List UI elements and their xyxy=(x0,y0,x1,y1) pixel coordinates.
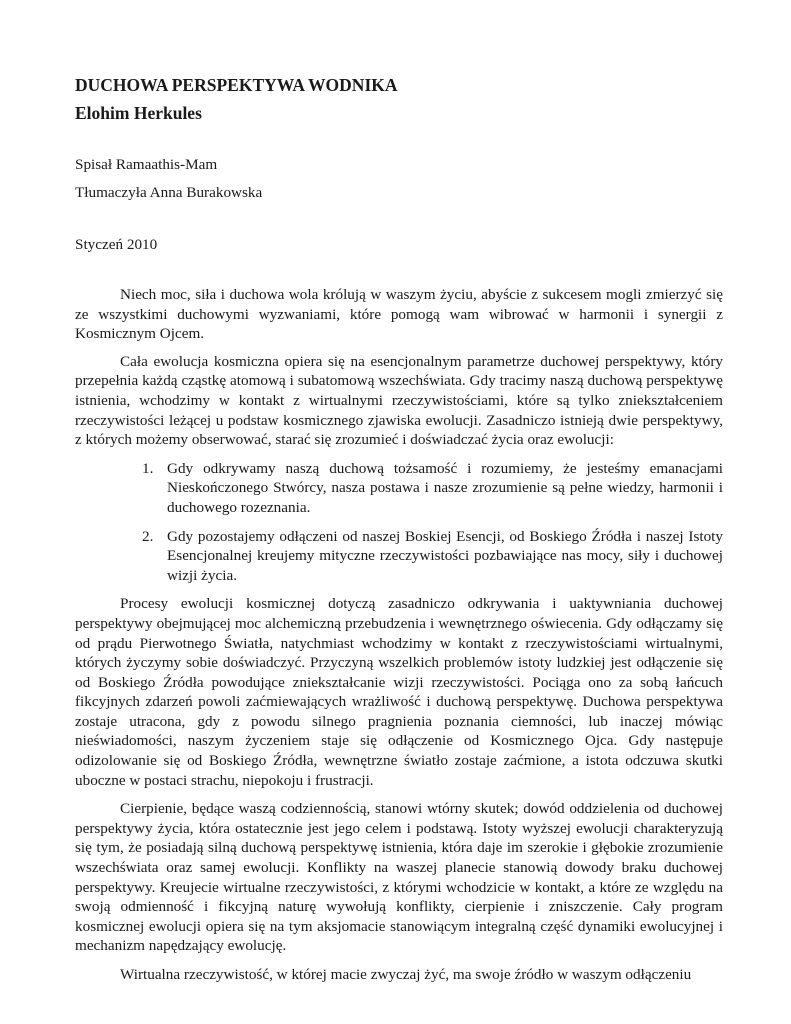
list-item-number: 2. xyxy=(142,527,154,545)
paragraph-1: Niech moc, siła i duchowa wola królują w waszym życiu, abyście z sukcesem mogli zmierzyć się ze wszystkimi duchowymi wyzwaniami, które pomogą wam wibrować w harmonii i synergii z Kosmicznym Ojcem. xyxy=(75,286,723,343)
paragraph-3: Procesy ewolucji kosmicznej dotyczą zasadniczo odkrywania i uaktywniania duchowej perspektywy obejmującej moc alchemiczną przebudzenia i wewnętrznego oświecenia. Gdy odłączamy się od prądu Pierwotnego Światła, natychmiast wchodzimy w kontakt z rzeczywistościami wirtualnymi, których życzymy sobie doświadczyć. Przyczyną wszelkich problemów istoty ludzkiej jest odłączenie się od Boskiego Źródła powodujące zniekształcanie wizji rzeczywistości. Pociąga ono za sobą łańcuch fikcyjnych zdarzeń powoli zaćmiewających wrażliwość i duchową perspektywę. Duchowa perspektywa zostaje utracona, gdy z powodu silnego pragnienia poznania ciemności, lub inaczej mówiąc nieświadomości, naszym życzeniem staje się odłączenie od Kosmicznego Ojca. Gdy następuje odizolowanie się od Boskiego Źródła, wewnętrzne światło zostaje zaćmione, a istota odczuwa skutki uboczne w postaci strachu, niepokoju i frustracji. xyxy=(75,595,723,789)
list-item-text: Gdy odkrywamy naszą duchową tożsamość i rozumiemy, że jesteśmy emanacjami Nieskończonego Stwórcy, nasza postawa i nasze zrozumienie są pełne wiedzy, harmonii i duchowego rozeznania. xyxy=(167,459,723,516)
translator-line: Tłumaczyła Anna Burakowska xyxy=(75,184,263,201)
paragraph-2: Cała ewolucja kosmiczna opiera się na esencjonalnym parametrze duchowej perspektywy, który przepełnia każdą cząstkę atomową i subatomową wszechświata. Gdy tracimy naszą duchową perspektywę istnienia, wchodzimy w kontakt z wirtualnymi rzeczywistościami, które są tylko zniekształceniem rzeczywistości leżącej u podstaw kosmicznego zjawiska ewolucji. Zasadniczo istnieją dwie perspektywy, z których możemy obserwować, starać się zrozumieć i doświadczać życia oraz ewolucji: xyxy=(75,352,723,449)
list-item xyxy=(75,459,723,518)
body-text xyxy=(75,285,723,994)
document-title: DUCHOWA PERSPEKTYWA WODNIKA xyxy=(75,75,398,95)
paragraph-5: Wirtualna rzeczywistość, w której macie zwyczaj żyć, ma swoje źródło w waszym odłączeniu xyxy=(120,966,692,983)
scribe-line: Spisał Ramaathis-Mam xyxy=(75,156,218,173)
list-item-text: Gdy pozostajemy odłączeni od naszej Boskiej Esencji, od Boskiego Źródła i naszej Istoty Esencjonalnej kreujemy mityczne rzeczywistości pozbawiające nas mocy, siły i duchowej wizji życia. xyxy=(167,527,723,584)
list-item xyxy=(75,527,723,586)
list-item-number: 1. xyxy=(142,459,154,477)
paragraph-4: Cierpienie, będące waszą codziennością, stanowi wtórny skutek; dowód oddzielenia od duchowej perspektywy życia, która ostatecznie jest jego celem i podstawą. Istoty wyższej ewolucji charakteryzują się tym, że posiadają silną duchową perspektywę istnienia, która daje im szerokie i głębokie zrozumienie wszechświata oraz samej ewolucji. Konflikty na waszej planecie stanowią dowody braku duchowej perspektywy. Kreujecie wirtualne rzeczywistości, z którymi wchodzicie w kontakt, a które ze względu na swoją odmienność i fikcyjną naturę wywołują konflikty, cierpienie i zniszczenie. Cały program kosmicznej ewolucji opiera się na tym aksjomacie stanowiącym integralną część dynamiki ewolucyjnej i mechanizm napędzający ewolucję. xyxy=(75,800,723,955)
numbered-list xyxy=(75,459,723,586)
date-line: Styczeń 2010 xyxy=(75,236,158,253)
document-author: Elohim Herkules xyxy=(75,103,202,123)
